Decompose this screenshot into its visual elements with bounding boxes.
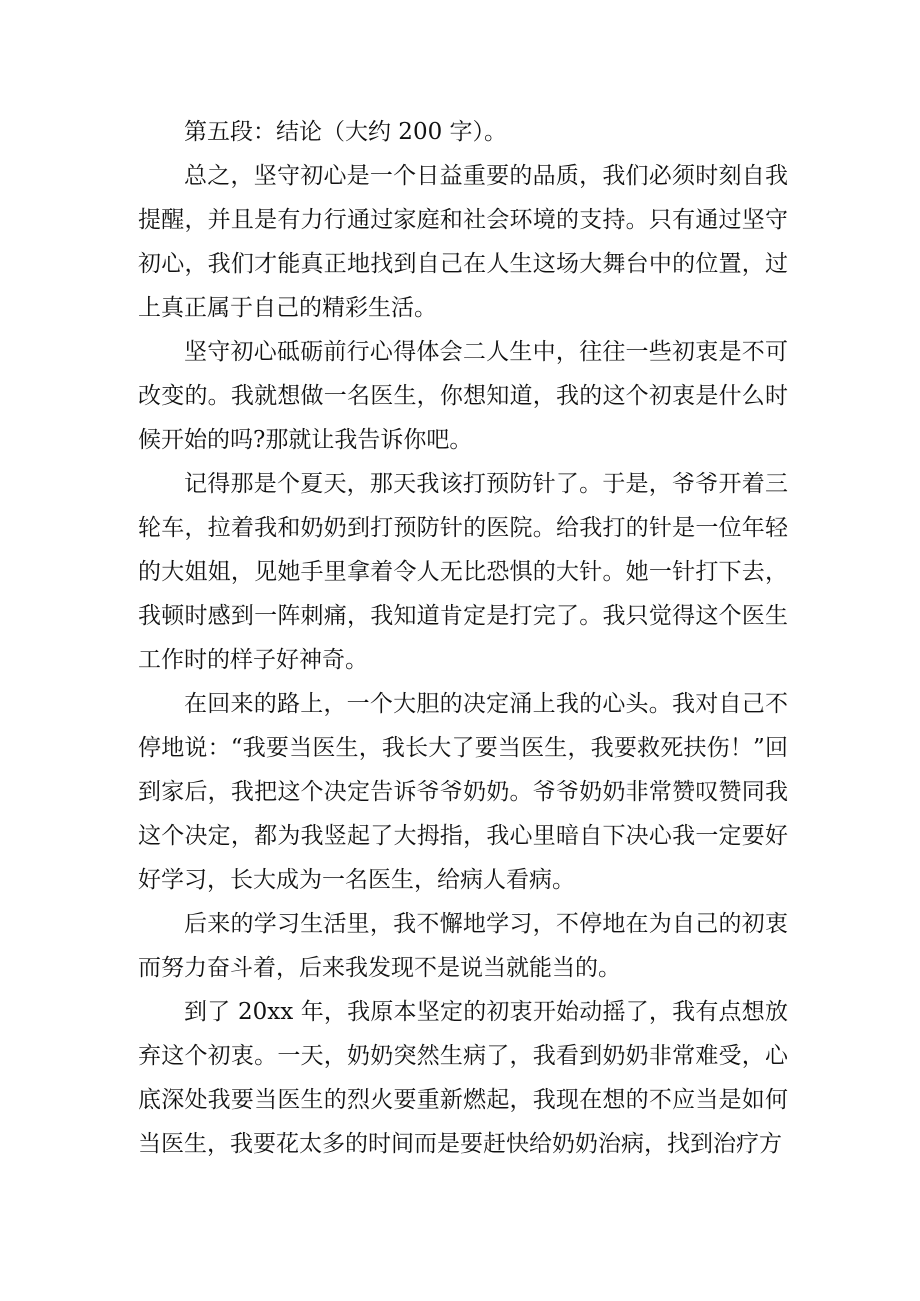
paragraph-study: 后来的学习生活里，我不懈地学习，不停地在为自己的初衷而努力奋斗着，后来我发现不是说当就能当的。 xyxy=(138,911,788,981)
paragraph-intro-doctor: 坚守初心砥砺前行心得体会二人生中，往往一些初衷是不可改变的。我就想做一名医生，你想知道，我的这个初衷是什么时候开始的吗?那就让我告诉你吧。 xyxy=(138,339,788,453)
paragraph-conclusion: 总之，坚守初心是一个日益重要的品质，我们必须时刻自我提醒，并且是有力行通过家庭和社会环境的支持。只有通过坚守初心，我们才能真正地找到自己在人生这场大舞台中的位置，过上真正属于自己的精彩生活。 xyxy=(138,163,788,321)
section-heading: 第五段：结论（大约 200 字）。 xyxy=(184,119,508,145)
paragraph-decision: 在回来的路上，一个大胆的决定涌上我的心头。我对自己不停地说：“我要当医生，我长大了要当医生，我要救死扶伤！”回到家后，我把这个决定告诉爷爷奶奶。爷爷奶奶非常赞叹赞同我这个决定，都为我竖起了大拇指，我心里暗自下决心我一定要好好学习，长大成为一名医生，给病人看病。 xyxy=(138,691,788,893)
document-body xyxy=(138,110,788,1166)
paragraph-grandma-ill: 到了 20xx 年，我原本坚定的初衷开始动摇了，我有点想放弃这个初衷。一天，奶奶突然生病了，我看到奶奶非常难受，心底深处我要当医生的烈火要重新燃起，我现在想的不应当是如何当医生，我要花太多的时间而是要赶快给奶奶治病，找到治疗方 xyxy=(138,999,788,1157)
paragraph-vaccination: 记得那是个夏天，那天我该打预防针了。于是，爷爷开着三轮车，拉着我和奶奶到打预防针的医院。给我打的针是一位年轻的大姐姐，见她手里拿着令人无比恐惧的大针。她一针打下去，我顿时感到一阵刺痛，我知道肯定是打完了。我只觉得这个医生工作时的样子好神奇。 xyxy=(138,471,788,673)
